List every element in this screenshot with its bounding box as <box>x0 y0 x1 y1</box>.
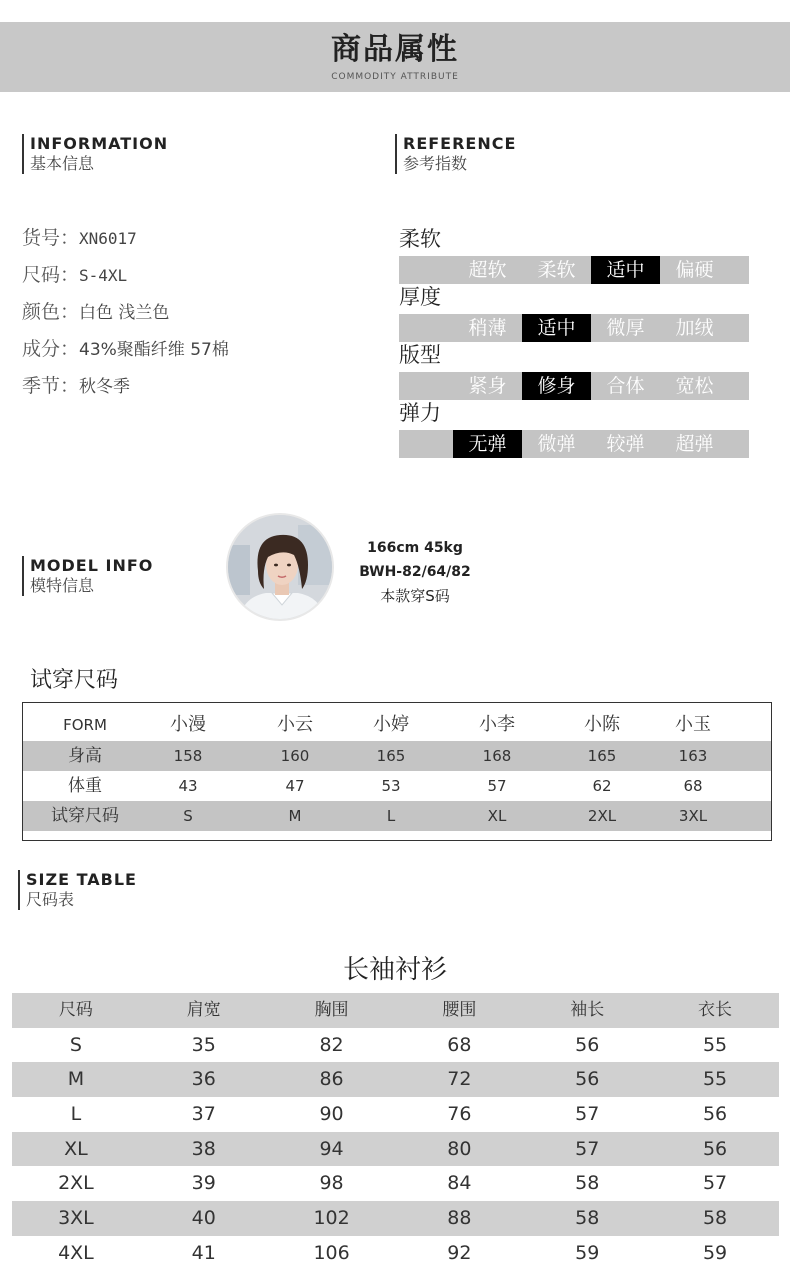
try-on-cell: 47 <box>285 777 305 795</box>
basic-info-item <box>22 300 229 325</box>
reference-option: 微弹 <box>537 433 576 455</box>
reference-option: 微厚 <box>606 317 645 339</box>
reference-meters <box>399 224 749 456</box>
reference-group <box>399 340 749 398</box>
reference-option: 柔软 <box>537 259 576 281</box>
size-table-row <box>12 1236 779 1271</box>
size-table-cell: 57 <box>575 1137 600 1160</box>
try-on-cell: 小陈 <box>584 714 620 735</box>
size-table-cell: 59 <box>575 1241 600 1264</box>
reference-bar <box>399 372 749 400</box>
size-table-cell: 90 <box>319 1103 344 1126</box>
size-table-cell: 57 <box>702 1172 728 1195</box>
size-table-cell: 56 <box>702 1137 728 1160</box>
basic-info-label: 季节： <box>22 375 80 397</box>
basic-info-label: 成分： <box>22 338 80 360</box>
reference-option-selected: 修身 <box>522 372 591 400</box>
reference-group <box>399 224 749 282</box>
size-table-cell: 56 <box>702 1103 728 1126</box>
size-table-cell: M <box>67 1068 85 1091</box>
model-portrait-icon <box>228 515 334 621</box>
try-on-table <box>22 702 772 841</box>
size-table-cell: 57 <box>575 1103 600 1126</box>
size-table-cell: 80 <box>447 1137 472 1160</box>
information-heading-zh: 基本信息 <box>30 154 95 173</box>
size-table-heading-zh: 尺码表 <box>26 890 75 909</box>
size-table-cell: 41 <box>191 1241 216 1264</box>
try-on-cell: 小漫 <box>170 714 206 735</box>
try-on-cell: 168 <box>482 747 512 765</box>
model-measurements: BWH-82/64/82 <box>359 564 471 580</box>
reference-option-selected: 适中 <box>591 256 660 284</box>
basic-info-value: 秋冬季 <box>79 377 131 397</box>
size-table-cell: 38 <box>191 1137 216 1160</box>
try-on-cell: 小李 <box>479 714 515 735</box>
size-table-header-cell: 衣长 <box>698 1000 733 1020</box>
try-on-cell: XL <box>487 807 507 825</box>
size-table-cell: 40 <box>191 1207 216 1230</box>
basic-info-label: 尺码： <box>22 264 80 286</box>
try-on-cell: 53 <box>381 777 401 795</box>
try-on-cell: M <box>288 807 302 825</box>
size-table-row <box>12 1166 779 1201</box>
size-table-row <box>12 1028 779 1063</box>
basic-info-value: S-4XL <box>79 266 128 285</box>
size-table-cell: 35 <box>191 1033 216 1056</box>
try-on-row-label: 体重 <box>68 776 102 796</box>
size-table-cell: 56 <box>575 1068 600 1091</box>
reference-heading-en: REFERENCE <box>403 134 517 153</box>
model-avatar <box>226 513 334 621</box>
size-table-cell: S <box>69 1033 82 1056</box>
size-table-cell: 39 <box>191 1172 216 1195</box>
model-size-worn: 本款穿S码 <box>380 587 450 605</box>
size-table-cell: 102 <box>313 1207 350 1230</box>
try-on-row <box>23 741 771 771</box>
size-table-cell: 82 <box>319 1033 344 1056</box>
size-table-header-cell: 尺码 <box>58 1000 93 1020</box>
size-table-cell: 94 <box>319 1137 344 1160</box>
size-table-cell: 58 <box>702 1207 728 1230</box>
size-table-cell: L <box>70 1103 82 1126</box>
size-table-cell: 88 <box>447 1207 472 1230</box>
size-table-heading <box>18 870 137 910</box>
size-table-row <box>12 1201 779 1236</box>
basic-info-item <box>22 374 229 399</box>
try-on-cell: 小玉 <box>675 714 711 735</box>
try-on-cell: 165 <box>376 747 406 765</box>
reference-title: 厚度 <box>399 285 441 309</box>
size-table-cell: 36 <box>191 1068 216 1091</box>
basic-info-item <box>22 226 229 251</box>
size-table-cell: XL <box>64 1137 88 1160</box>
try-on-row-label: FORM <box>63 716 107 734</box>
try-on-cell: 57 <box>487 777 507 795</box>
reference-option: 稍薄 <box>468 317 507 339</box>
try-on-cell: 小婷 <box>373 714 409 735</box>
reference-option: 紧身 <box>468 375 507 397</box>
try-on-header-row <box>23 710 771 740</box>
size-table-cell: 3XL <box>58 1207 94 1230</box>
reference-title: 弹力 <box>399 401 441 425</box>
size-table-header-cell: 肩宽 <box>186 1000 221 1020</box>
try-on-title: 试穿尺码 <box>30 668 119 693</box>
page-subtitle: COMMODITY ATTRIBUTE <box>331 72 459 82</box>
size-table-cell: 58 <box>575 1207 600 1230</box>
size-table-header-cell: 胸围 <box>314 1000 349 1020</box>
try-on-cell: 158 <box>173 747 203 765</box>
page-title: 商品属性 <box>331 32 459 67</box>
model-heading <box>22 556 153 596</box>
try-on-cell: 小云 <box>277 714 313 735</box>
size-table-header-row <box>12 993 779 1028</box>
basic-info-list <box>22 226 229 411</box>
reference-option: 合体 <box>606 375 645 397</box>
reference-title: 版型 <box>399 343 441 367</box>
basic-info-label: 货号： <box>22 227 80 249</box>
size-table-header-cell: 腰围 <box>442 1000 477 1020</box>
size-table-heading-en: SIZE TABLE <box>26 870 137 889</box>
reference-heading-zh: 参考指数 <box>403 154 468 173</box>
size-table-cell: 92 <box>447 1241 472 1264</box>
size-table-cell: 76 <box>447 1103 472 1126</box>
reference-option: 加绒 <box>675 317 714 339</box>
header-banner <box>0 22 790 92</box>
information-heading <box>22 134 168 174</box>
reference-option: 超软 <box>468 259 507 281</box>
size-table-cell: 106 <box>313 1241 350 1264</box>
size-table-cell: 2XL <box>58 1172 94 1195</box>
try-on-cell: 2XL <box>587 807 617 825</box>
size-table <box>12 993 779 1271</box>
size-table-cell: 68 <box>447 1033 472 1056</box>
size-table-cell: 58 <box>575 1172 600 1195</box>
reference-title: 柔软 <box>399 227 441 251</box>
size-table-cell: 56 <box>575 1033 600 1056</box>
try-on-row <box>23 801 771 831</box>
size-table-title: 长袖衬衫 <box>342 955 447 985</box>
reference-group <box>399 282 749 340</box>
size-table-cell: 55 <box>702 1033 728 1056</box>
basic-info-value: 43%聚酯纤维 57棉 <box>79 340 229 360</box>
basic-info-value: XN6017 <box>79 229 137 248</box>
size-table-row <box>12 1097 779 1132</box>
reference-heading <box>395 134 516 174</box>
size-table-cell: 72 <box>447 1068 472 1091</box>
information-heading-en: INFORMATION <box>30 134 169 153</box>
reference-bar <box>399 256 749 284</box>
size-table-row <box>12 1062 779 1097</box>
reference-option-selected: 适中 <box>522 314 591 342</box>
try-on-cell: 160 <box>280 747 310 765</box>
basic-info-item <box>22 337 229 362</box>
reference-option: 宽松 <box>675 375 714 397</box>
size-table-row <box>12 1132 779 1167</box>
size-table-cell: 84 <box>447 1172 472 1195</box>
size-table-header-cell: 袖长 <box>570 1000 605 1020</box>
try-on-cell: 3XL <box>678 807 708 825</box>
model-heading-en: MODEL INFO <box>30 556 154 575</box>
try-on-cell: 62 <box>592 777 612 795</box>
size-table-cell: 4XL <box>58 1241 94 1264</box>
try-on-row-label: 试穿尺码 <box>51 806 119 826</box>
size-table-cell: 59 <box>702 1241 728 1264</box>
try-on-cell: L <box>386 807 396 825</box>
basic-info-label: 颜色： <box>22 301 80 323</box>
try-on-cell: 165 <box>587 747 617 765</box>
try-on-row-label: 身高 <box>68 746 102 766</box>
basic-info-value: 白色 浅兰色 <box>79 303 170 323</box>
try-on-cell: 68 <box>683 777 703 795</box>
try-on-row <box>23 771 771 801</box>
size-table-cell: 86 <box>319 1068 344 1091</box>
try-on-cell: 163 <box>678 747 708 765</box>
basic-info-item <box>22 263 229 288</box>
size-table-cell: 98 <box>319 1172 344 1195</box>
reference-bar <box>399 314 749 342</box>
model-heading-zh: 模特信息 <box>30 576 95 595</box>
reference-group <box>399 398 749 456</box>
try-on-cell: 43 <box>178 777 198 795</box>
reference-option-selected: 无弹 <box>453 430 522 458</box>
reference-option: 偏硬 <box>675 259 714 281</box>
model-height-weight: 166cm 45kg <box>367 540 463 556</box>
try-on-cell: S <box>183 807 193 825</box>
model-stats <box>350 536 480 608</box>
reference-bar <box>399 430 749 458</box>
reference-option: 超弹 <box>675 433 714 455</box>
size-table-cell: 55 <box>702 1068 728 1091</box>
size-table-cell: 37 <box>191 1103 216 1126</box>
reference-option: 较弹 <box>606 433 645 455</box>
